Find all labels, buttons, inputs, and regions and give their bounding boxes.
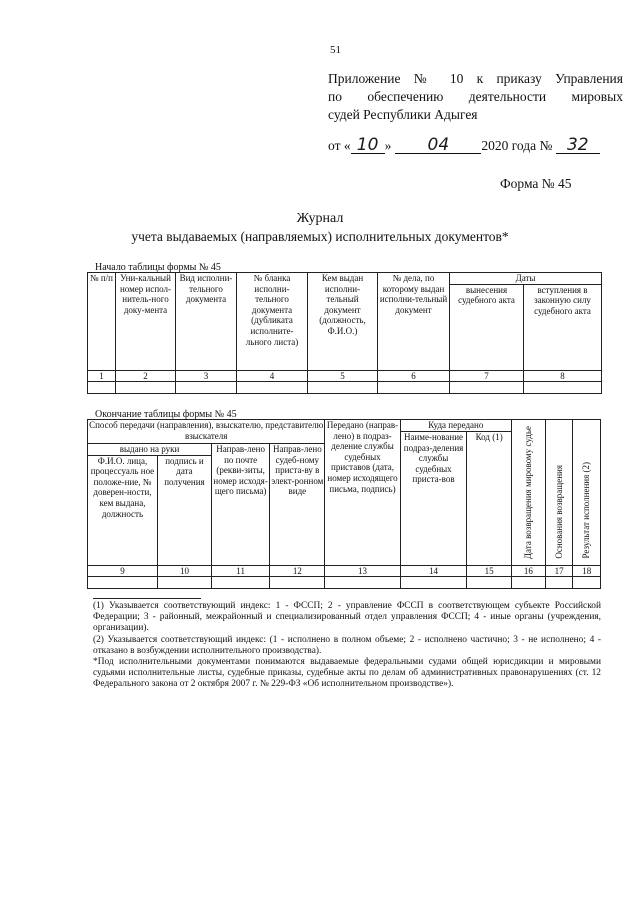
table-cell [116,382,176,394]
order-date-line [328,135,600,155]
col-header-number: № п/п [88,273,116,371]
table-cell [88,577,158,589]
appendix-header [328,70,623,124]
column-number: 6 [378,370,450,382]
column-number: 3 [176,370,237,382]
table-cell [308,382,378,394]
col-header-sent-electronically: Направ-лено судеб-ному приста-ву в элект-ронном виде [270,444,325,566]
column-number: 5 [308,370,378,382]
table-cell [211,577,269,589]
date-month: 04 [395,138,481,154]
table-row [88,382,602,394]
order-number: 32 [556,138,600,154]
footnote-divider [93,598,201,599]
footnote-2: (2) Указывается соответствующий индекс: (1 - исполнено в полном объеме; 2 - исполнено частично; 3 - не исполнено; 4 - отказано в возбуждении исполнительного производства). [93,634,601,656]
table-cell [88,382,116,394]
column-number: 16 [511,565,545,577]
date-mid: » [384,138,392,153]
table-cell [524,382,602,394]
column-number: 17 [545,565,573,577]
table-cell [176,382,237,394]
column-number: 18 [573,565,601,577]
col-header-issued-by: Кем выдан исполни-тельный документ (должность, Ф.И.О.) [308,273,378,371]
footnote-3: *Под исполнительными документами понимаются выдаваемые федеральными судами общей юрисдикции и мировыми судьями исполнительные листы, судебные приказы, судебные акты по делам об административных правонарушениях (ст. 12 Федерального закона от 2 октября 2007 г. № 229-ФЗ «Об исполнительном производстве»). [93,657,601,690]
journal-table-start [87,272,602,394]
column-number: 7 [450,370,524,382]
journal-subtitle: учета выдаваемых (направляемых) исполнительных документов* [131,229,509,244]
column-number: 10 [157,565,211,577]
appendix-line-2: по обеспечению деятельности мировых [328,89,623,104]
col-header-return-grounds: Основания возвращения [545,420,573,566]
table2-caption: Окончание таблицы формы № 45 [95,409,237,420]
form-number: Форма № 45 [500,176,572,191]
col-header-unit-name: Наиме-нование подраз-деления службы судебных приста-вов [400,432,467,566]
col-header-unique-number: Уни-кальный номер испол-нитель-ного доку-мента [116,273,176,371]
date-day: 10 [351,138,385,154]
date-prefix: от « [328,138,351,153]
col-header-effective-date: вступления в законную силу судебного акта [524,284,602,370]
table-cell [400,577,467,589]
date-year-text: 2020 года № [481,138,553,153]
column-number: 2 [116,370,176,382]
page-number: 51 [330,44,341,56]
column-number: 4 [237,370,308,382]
column-number: 15 [467,565,512,577]
footnotes [93,598,601,691]
col-header-handed-over: выдано на руки [88,444,212,456]
column-number: 1 [88,370,116,382]
table-cell [467,577,512,589]
table-cell [511,577,545,589]
col-header-return-date: Дата возвращения мировому судье [511,420,545,566]
table-cell [450,382,524,394]
col-header-dates: Даты [450,273,602,285]
appendix-line-3: судей Республики Адыгея [328,107,478,122]
col-header-judgment-date: вынесения судебного акта [450,284,524,370]
table-cell [157,577,211,589]
column-number: 12 [270,565,325,577]
col-header-recipient-person: Ф.И.О. лица, процессуаль ное положе-ние, № доверен-ности, кем выдана, должность [88,455,158,565]
col-header-transferred-to-bailiffs: Передано (направ-лено) в подраз-деление службы судебных приставов (дата, номер исходящего письма, подпись) [325,420,400,566]
col-header-document-type: Вид исполни-тельного документа [176,273,237,371]
appendix-line-1: Приложение № 10 к приказу Управления [328,71,623,86]
table-cell [545,577,573,589]
journal-table-end [87,419,601,589]
column-number: 13 [325,565,400,577]
table-cell [325,577,400,589]
col-header-sent-by-mail: Направ-лено по почте (рекви-зиты, номер исходя-щего письма) [211,444,269,566]
col-header-case-number: № дела, по которому выдан исполни-тельный документ [378,273,450,371]
table-cell [378,382,450,394]
table-cell [237,382,308,394]
col-header-transfer-method: Способ передачи (направления), взыскателю, представителю взыскателя [88,420,325,444]
journal-title: Журнал [296,211,344,226]
col-header-code: Код (1) [467,432,512,566]
col-header-where-transferred: Куда передано [400,420,511,432]
col-header-execution-result: Результат исполнения (2) [573,420,601,566]
table1-caption: Начало таблицы формы № 45 [95,262,221,273]
column-number: 14 [400,565,467,577]
footnote-1: (1) Указывается соответствующий индекс: 1 - ФССП; 2 - управление ФССП в соответствующем субъекте Российской Федерации; 3 - районный, межрайонный и специализированный отдел управления ФССП; 4 - иные органы (учреждения, организации). [93,601,601,634]
table-cell [573,577,601,589]
column-number: 8 [524,370,602,382]
col-header-blank-number: № бланка исполни-тельного документа (дубликата исполните-льного листа) [237,273,308,371]
column-number: 9 [88,565,158,577]
table-cell [270,577,325,589]
table-row [88,577,601,589]
col-header-signature-date: подпись и дата получения [157,455,211,565]
column-number: 11 [211,565,269,577]
